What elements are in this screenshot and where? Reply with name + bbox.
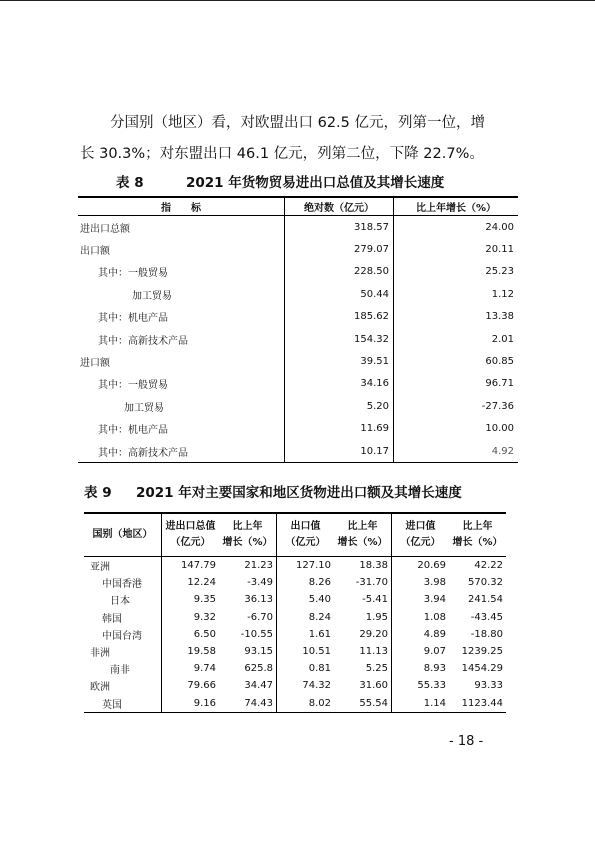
cell-total-growth: 34.47 <box>219 677 277 694</box>
table-row <box>78 395 518 417</box>
table9-header-import <box>392 513 450 557</box>
table9-header-export <box>277 513 335 557</box>
row-label: 其中：一般贸易 <box>98 380 168 392</box>
cell-export: 8.02 <box>308 697 331 709</box>
table-row <box>78 238 518 260</box>
cell-total: 9.35 <box>193 594 216 606</box>
table8-header-growth: 比上年增长（%） <box>394 197 519 216</box>
row-value: 154.32 <box>285 328 394 350</box>
header-line: 增长（%） <box>452 537 503 548</box>
header-line: 比上年 <box>232 521 263 532</box>
paragraph-line: 长 30.3%；对东盟出口 46.1 亿元，列第二位，下降 22.7%。 <box>80 146 484 162</box>
row-label: 出口额 <box>80 246 110 258</box>
header-line: 增长（%） <box>222 537 273 548</box>
table8-header-indicator: 指 标 <box>78 197 285 216</box>
row-growth: 10.00 <box>485 423 514 435</box>
table-row <box>78 283 518 305</box>
table8 <box>78 196 518 463</box>
cell-export: 127.10 <box>296 560 331 572</box>
row-label: 亚洲 <box>84 557 162 575</box>
table-row <box>78 328 518 350</box>
row-growth: 4.92 <box>491 445 514 457</box>
table-row <box>78 306 518 328</box>
table9-header-region <box>84 513 162 557</box>
cell-export-growth: 11.13 <box>334 643 392 660</box>
table-row <box>78 440 518 463</box>
row-label: 英国 <box>84 695 162 713</box>
row-value: 50.44 <box>285 283 394 305</box>
cell-import-growth: 570.32 <box>468 577 503 589</box>
cell-export: 8.24 <box>308 611 331 623</box>
row-label: 欧洲 <box>84 677 162 694</box>
cell-export-growth: 55.54 <box>334 695 392 713</box>
cell-export: 10.51 <box>302 646 331 658</box>
cell-total-growth: -3.49 <box>219 574 277 591</box>
cell-export-growth: -31.70 <box>334 574 392 591</box>
row-growth: 25.23 <box>485 266 514 278</box>
table-row <box>84 557 506 575</box>
page-top-rule <box>0 0 595 1</box>
cell-total: 12.24 <box>187 577 216 589</box>
row-label: 加工贸易 <box>132 290 172 302</box>
cell-import-growth: 42.22 <box>474 560 503 572</box>
row-label: 其中：高新技术产品 <box>98 335 188 347</box>
cell-import: 1.08 <box>423 611 446 623</box>
table9-header-import-growth <box>449 513 506 557</box>
table9 <box>84 512 506 713</box>
table-row <box>84 695 506 713</box>
cell-total: 9.74 <box>193 663 216 675</box>
cell-export-growth: 18.38 <box>334 557 392 575</box>
row-label: 非洲 <box>84 643 162 660</box>
table9-header-row <box>84 513 506 557</box>
table-row <box>78 373 518 395</box>
cell-total: 6.50 <box>193 628 216 640</box>
table9-caption <box>84 481 462 501</box>
table8-caption <box>116 171 444 191</box>
row-label: 加工贸易 <box>124 402 164 414</box>
cell-total: 79.66 <box>187 680 216 692</box>
row-label: 其中：高新技术产品 <box>98 447 188 459</box>
row-value: 185.62 <box>285 306 394 328</box>
cell-import-growth: -43.45 <box>470 611 503 623</box>
cell-import-growth: -18.80 <box>470 628 503 640</box>
cell-total: 147.79 <box>181 560 216 572</box>
header-line: 增长（%） <box>337 537 388 548</box>
cell-import-growth: 241.54 <box>468 594 503 606</box>
table-row <box>78 418 518 440</box>
row-label: 日本 <box>84 591 162 608</box>
cell-export: 5.40 <box>308 594 331 606</box>
cell-export: 0.81 <box>308 663 331 675</box>
page-number: - 18 - <box>449 734 484 749</box>
cell-import-growth: 1454.29 <box>461 663 503 675</box>
cell-export: 74.32 <box>302 680 331 692</box>
row-label: 进口额 <box>80 358 110 370</box>
row-label: 南非 <box>84 660 162 677</box>
cell-export-growth: 5.25 <box>334 660 392 677</box>
cell-total: 9.16 <box>193 697 216 709</box>
header-line: 国别（地区） <box>92 529 153 540</box>
header-line: （亿元） <box>400 537 441 548</box>
row-label: 进出口总额 <box>80 223 130 235</box>
cell-total-growth: -10.55 <box>219 626 277 643</box>
row-growth: 60.85 <box>485 356 514 368</box>
table-row <box>84 626 506 643</box>
cell-export-growth: -5.41 <box>334 591 392 608</box>
table9-header-total <box>162 513 220 557</box>
row-label: 韩国 <box>84 609 162 626</box>
header-line: 比上年 <box>462 521 493 532</box>
table9-header-export-growth <box>334 513 392 557</box>
cell-export: 8.26 <box>308 577 331 589</box>
cell-total: 9.32 <box>193 611 216 623</box>
table9-number: 表 9 <box>84 485 112 501</box>
cell-import-growth: 1123.44 <box>461 697 503 709</box>
row-label: 其中：一般贸易 <box>98 268 168 280</box>
table-row <box>84 574 506 591</box>
table8-header-row <box>78 197 518 216</box>
cell-total-growth: 21.23 <box>219 557 277 575</box>
row-label: 其中：机电产品 <box>98 425 168 437</box>
table9-title: 2021 年对主要国家和地区货物进出口额及其增长速度 <box>136 485 462 501</box>
header-line: 比上年 <box>347 521 378 532</box>
header-line: （亿元） <box>285 537 326 548</box>
row-value: 279.07 <box>285 238 394 260</box>
table8-number: 表 8 <box>116 175 144 191</box>
row-value: 39.51 <box>285 350 394 372</box>
header-line: 进出口总值 <box>165 521 216 532</box>
row-label: 中国台湾 <box>84 626 162 643</box>
table-row <box>78 216 518 239</box>
cell-total-growth: 93.15 <box>219 643 277 660</box>
cell-import-growth: 1239.25 <box>461 646 503 658</box>
cell-total-growth: 625.8 <box>219 660 277 677</box>
cell-total-growth: 74.43 <box>219 695 277 713</box>
header-line: （亿元） <box>170 537 211 548</box>
cell-export: 1.61 <box>308 628 331 640</box>
cell-export-growth: 29.20 <box>334 626 392 643</box>
row-value: 318.57 <box>285 216 394 239</box>
row-growth: 13.38 <box>485 311 514 323</box>
body-paragraph <box>80 108 520 170</box>
header-line: 进口值 <box>405 521 436 532</box>
cell-import-growth: 93.33 <box>474 680 503 692</box>
row-value: 228.50 <box>285 261 394 283</box>
cell-total-growth: -6.70 <box>219 609 277 626</box>
cell-import: 20.69 <box>417 560 446 572</box>
header-line: 出口值 <box>290 521 321 532</box>
row-growth: 1.12 <box>491 288 514 300</box>
table8-header-value: 绝对数（亿元） <box>285 197 394 216</box>
table9-header-total-growth <box>219 513 277 557</box>
row-value: 34.16 <box>285 373 394 395</box>
row-value: 11.69 <box>285 418 394 440</box>
table-row <box>78 261 518 283</box>
cell-import: 1.14 <box>423 697 446 709</box>
table-row <box>84 660 506 677</box>
table8-title: 2021 年货物贸易进出口总值及其增长速度 <box>186 175 445 191</box>
row-label: 其中：机电产品 <box>98 313 168 325</box>
table-row <box>84 591 506 608</box>
row-value: 10.17 <box>285 440 394 463</box>
table-row <box>84 609 506 626</box>
cell-import: 8.93 <box>423 663 446 675</box>
row-growth: 24.00 <box>485 221 514 233</box>
cell-export-growth: 31.60 <box>334 677 392 694</box>
cell-import: 4.89 <box>423 628 446 640</box>
row-growth: 2.01 <box>491 333 514 345</box>
cell-import: 3.98 <box>423 577 446 589</box>
table-row <box>84 643 506 660</box>
cell-import: 3.94 <box>423 594 446 606</box>
cell-total: 19.58 <box>187 646 216 658</box>
row-label: 中国香港 <box>84 574 162 591</box>
paragraph-line: 分国别（地区）看，对欧盟出口 62.5 亿元，列第一位，增 <box>110 115 486 131</box>
cell-import: 9.07 <box>423 646 446 658</box>
row-growth: 96.71 <box>485 378 514 390</box>
table-row <box>78 350 518 372</box>
row-growth: -27.36 <box>481 400 514 412</box>
cell-export-growth: 1.95 <box>334 609 392 626</box>
row-value: 5.20 <box>285 395 394 417</box>
cell-import: 55.33 <box>417 680 446 692</box>
cell-total-growth: 36.13 <box>219 591 277 608</box>
row-growth: 20.11 <box>485 244 514 256</box>
table-row <box>84 677 506 694</box>
